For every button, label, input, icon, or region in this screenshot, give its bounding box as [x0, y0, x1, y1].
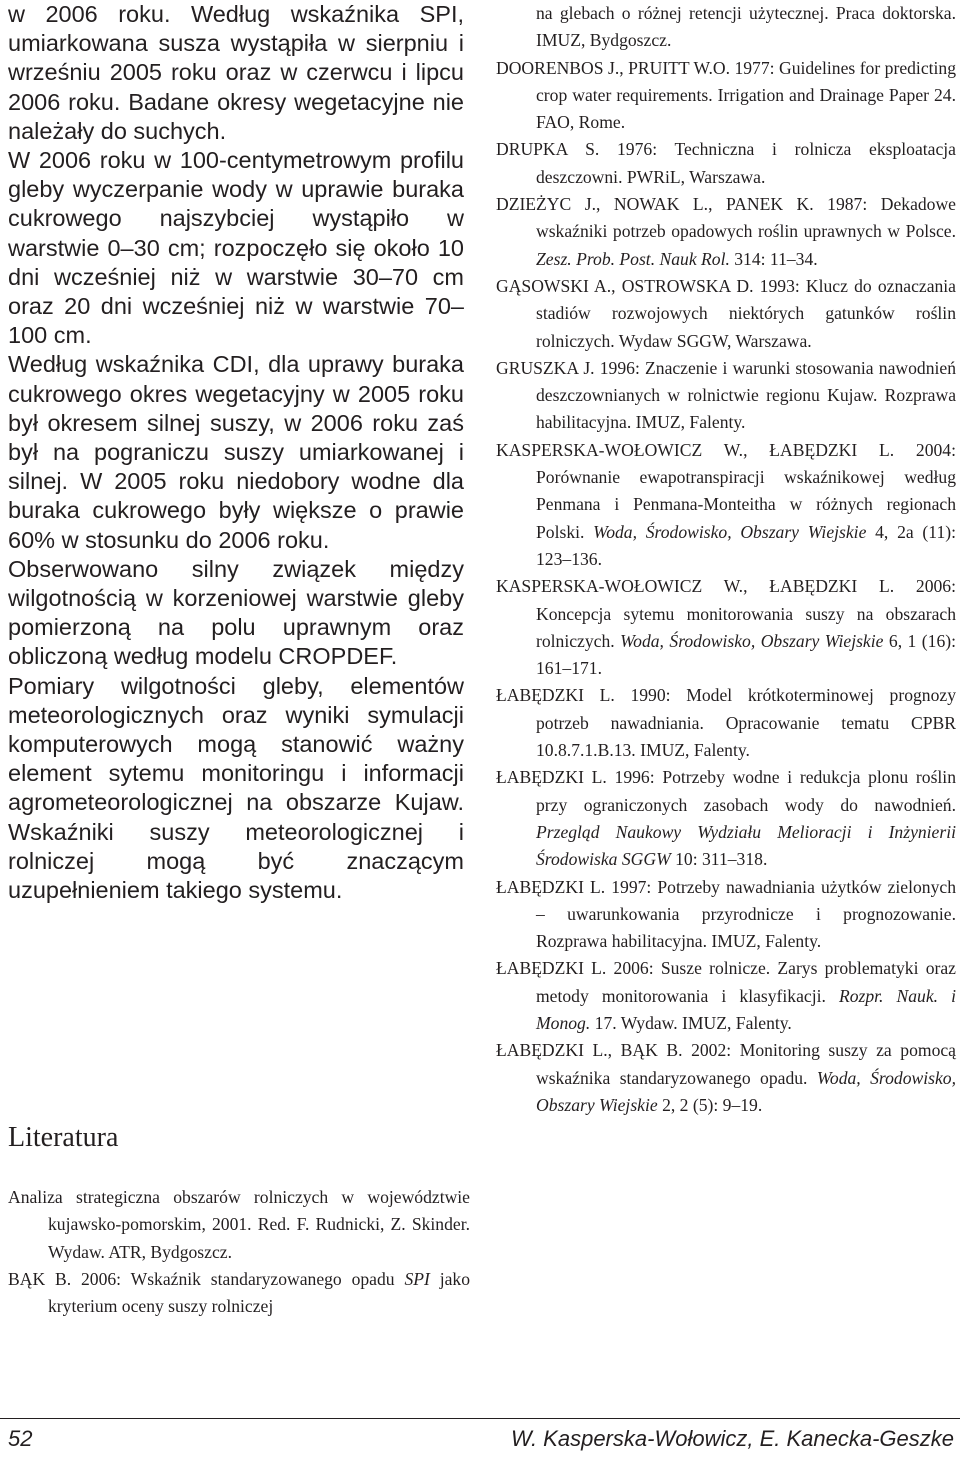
ref-text: ŁABĘDZKI L. 1990: Model krótkoterminowej prognozy potrzeb nawadniania. Opracowanie tematu CPBR 10.8.7.1.B.13. IMUZ, Falenty. — [496, 685, 956, 761]
reference-item — [8, 1184, 470, 1266]
ref-italic: Zesz. Prob. Post. Nauk Rol. — [536, 248, 730, 269]
ref-text: 314: 11–34. — [729, 248, 818, 269]
ref-text: 10: 311–318. — [670, 849, 768, 870]
ref-text: GRUSZKA J. 1996: Znaczenie i warunki stosowania nawodnień deszczownianych w rolnictwie regionu Kujaw. Rozprawa habilitacyjna. IMUZ, Falenty. — [496, 357, 956, 433]
reference-item — [8, 1266, 470, 1321]
reference-item — [496, 437, 956, 573]
page-number: 52 — [8, 1426, 33, 1451]
ref-text: 4, 2a (11): 123–136. — [536, 521, 956, 569]
ref-italic: Rozpr. Nauk. i Monog. — [536, 985, 957, 1033]
reference-item — [496, 573, 956, 682]
reference-item — [496, 355, 956, 437]
ref-text: ŁABĘDZKI L. 1996: Potrzeby wodne i redukcja plonu roślin przy ograniczonych zasobach wody do nawodnień. — [496, 767, 956, 815]
ref-text: jako kryterium oceny suszy rolniczej — [48, 1268, 470, 1317]
ref-italic: Woda, Środowisko, Obszary Wiejskie — [536, 1067, 956, 1115]
body-text — [8, 0, 464, 905]
paragraph: w 2006 roku. Według wskaźnika SPI, umiarkowana susza wystąpiła w sierpniu i wrześniu 2005 roku oraz w czerwcu i lipcu 2006 roku. Badane okresy wegetacyjne nie należały do suchych. — [8, 1, 464, 144]
ref-text: DOORENBOS J., PRUITT W.O. 1977: Guidelines for predicting crop water requirements. Irrigation and Drainage Paper 24. FAO, Rome. — [496, 57, 956, 133]
left-column — [8, 0, 470, 1317]
reference-item-continued — [496, 0, 956, 55]
ref-text: DZIEŻYC J., NOWAK L., PANEK K. 1987: Dekadowe wskaźniki potrzeb opadowych roślin uprawnych w Polsce. — [496, 194, 956, 242]
ref-italic: Woda, Środowisko, Obszary Wiejskie — [620, 630, 884, 651]
running-footer-authors: W. Kasperska-Wołowicz, E. Kanecka-Geszke — [511, 1426, 954, 1451]
right-column — [496, 0, 956, 1119]
ref-text: KASPERSKA-WOŁOWICZ W., ŁABĘDZKI L. 2004: Porównanie ewapotranspiracji wskaźnikowej według Penmana i Penmana-Monteitha w różnych regionach Polski. — [496, 439, 956, 542]
ref-text: BĄK B. 2006: Wskaźnik standaryzowanego opadu — [8, 1268, 405, 1289]
ref-text: 6, 1 (16): 161–171. — [536, 630, 956, 679]
paragraph: Według wskaźnika CDI, dla uprawy buraka cukrowego okres wegetacyjny w 2005 roku był okresem silnej suszy, w 2006 roku zaś był na pograniczu suszy umiarkowanej i silnej. W 2005 roku niedobory wodne dla buraka cukrowego były większe o prawie 60% w stosunku do 2006 roku. — [8, 351, 464, 553]
footer-rule — [0, 1418, 960, 1419]
section-heading-literature: Literatura — [8, 1122, 119, 1153]
reference-item — [496, 1037, 956, 1119]
reference-item — [496, 955, 956, 1037]
ref-text: DRUPKA S. 1976: Techniczna i rolnicza eksploatacja deszczowni. PWRiL, Warszawa. — [496, 139, 956, 187]
ref-italic: Woda, Środowisko, Obszary Wiejskie — [593, 521, 867, 542]
reference-item — [496, 874, 956, 956]
reference-item — [496, 764, 956, 873]
ref-text: Analiza strategiczna obszarów rolniczych w województwie kujawsko-pomorskim, 2001. Red. F. Rudnicki, Z. Skinder. Wydaw. ATR, Bydgoszcz. — [8, 1187, 470, 1262]
reference-item — [496, 273, 956, 355]
ref-italic: Przegląd Naukowy Wydziału Melioracji i Inżynierii Środowiska SGGW — [536, 821, 956, 870]
reference-item — [496, 136, 956, 191]
references-left — [8, 1184, 470, 1320]
ref-text: KASPERSKA-WOŁOWICZ W., ŁABĘDZKI L. 2006: Koncepcja sytemu monitorowania suszy na obszarach rolniczych. — [496, 576, 956, 651]
paragraph: W 2006 roku w 100-centymetrowym profilu gleby wyczerpanie wody w uprawie buraka cukrowego najszybciej wystąpiło w warstwie 0–30 cm; rozpoczęło się około 10 dni wcześniej niż w warstwie 30–70 cm oraz 20 dni wcześniej niż w warstwie 70–100 cm. — [8, 147, 464, 349]
ref-text: 17. Wydaw. IMUZ, Falenty. — [590, 1012, 792, 1033]
reference-item — [496, 682, 956, 764]
ref-text: GĄSOWSKI A., OSTROWSKA D. 1993: Klucz do oznaczania stadiów rozwojowych niektórych gatunków roślin rolniczych. Wydaw SGGW, Warszawa. — [496, 275, 956, 351]
ref-text: ŁABĘDZKI L., BĄK B. 2002: Monitoring suszy za pomocą wskaźnika standaryzowanego opadu. — [496, 1040, 956, 1088]
ref-italic: SPI — [404, 1268, 430, 1289]
paragraph: Pomiary wilgotności gleby, elementów meteorologicznych oraz wyniki symulacji komputerowych mogą stanowić ważny element sytemu monitoringu i informacji agrometeorologicznej na obszarze Kujaw. Wskaźniki suszy meteorologicznej i rolniczej mogą być znaczącym uzupełnieniem takiego systemu. — [8, 672, 464, 904]
reference-item — [496, 191, 956, 273]
ref-text: na glebach o różnej retencji użytecznej. Praca doktorska. IMUZ, Bydgoszcz. — [536, 3, 956, 51]
ref-text: ŁABĘDZKI L. 1997: Potrzeby nawadniania użytków zielonych – uwarunkowania przyrodnicze i prognozowanie. Rozprawa habilitacyjna. IMUZ, Falenty. — [496, 876, 956, 952]
ref-text: 2, 2 (5): 9–19. — [657, 1094, 763, 1115]
ref-text: ŁABĘDZKI L. 2006: Susze rolnicze. Zarys problematyki oraz metody monitorowania i klasyfikacji. — [496, 958, 956, 1006]
reference-item — [496, 55, 956, 137]
paragraph: Obserwowano silny związek między wilgotnością w korzeniowej warstwie gleby pomierzoną na polu uprawnym oraz obliczoną według modelu CROPDEF. — [8, 555, 464, 670]
